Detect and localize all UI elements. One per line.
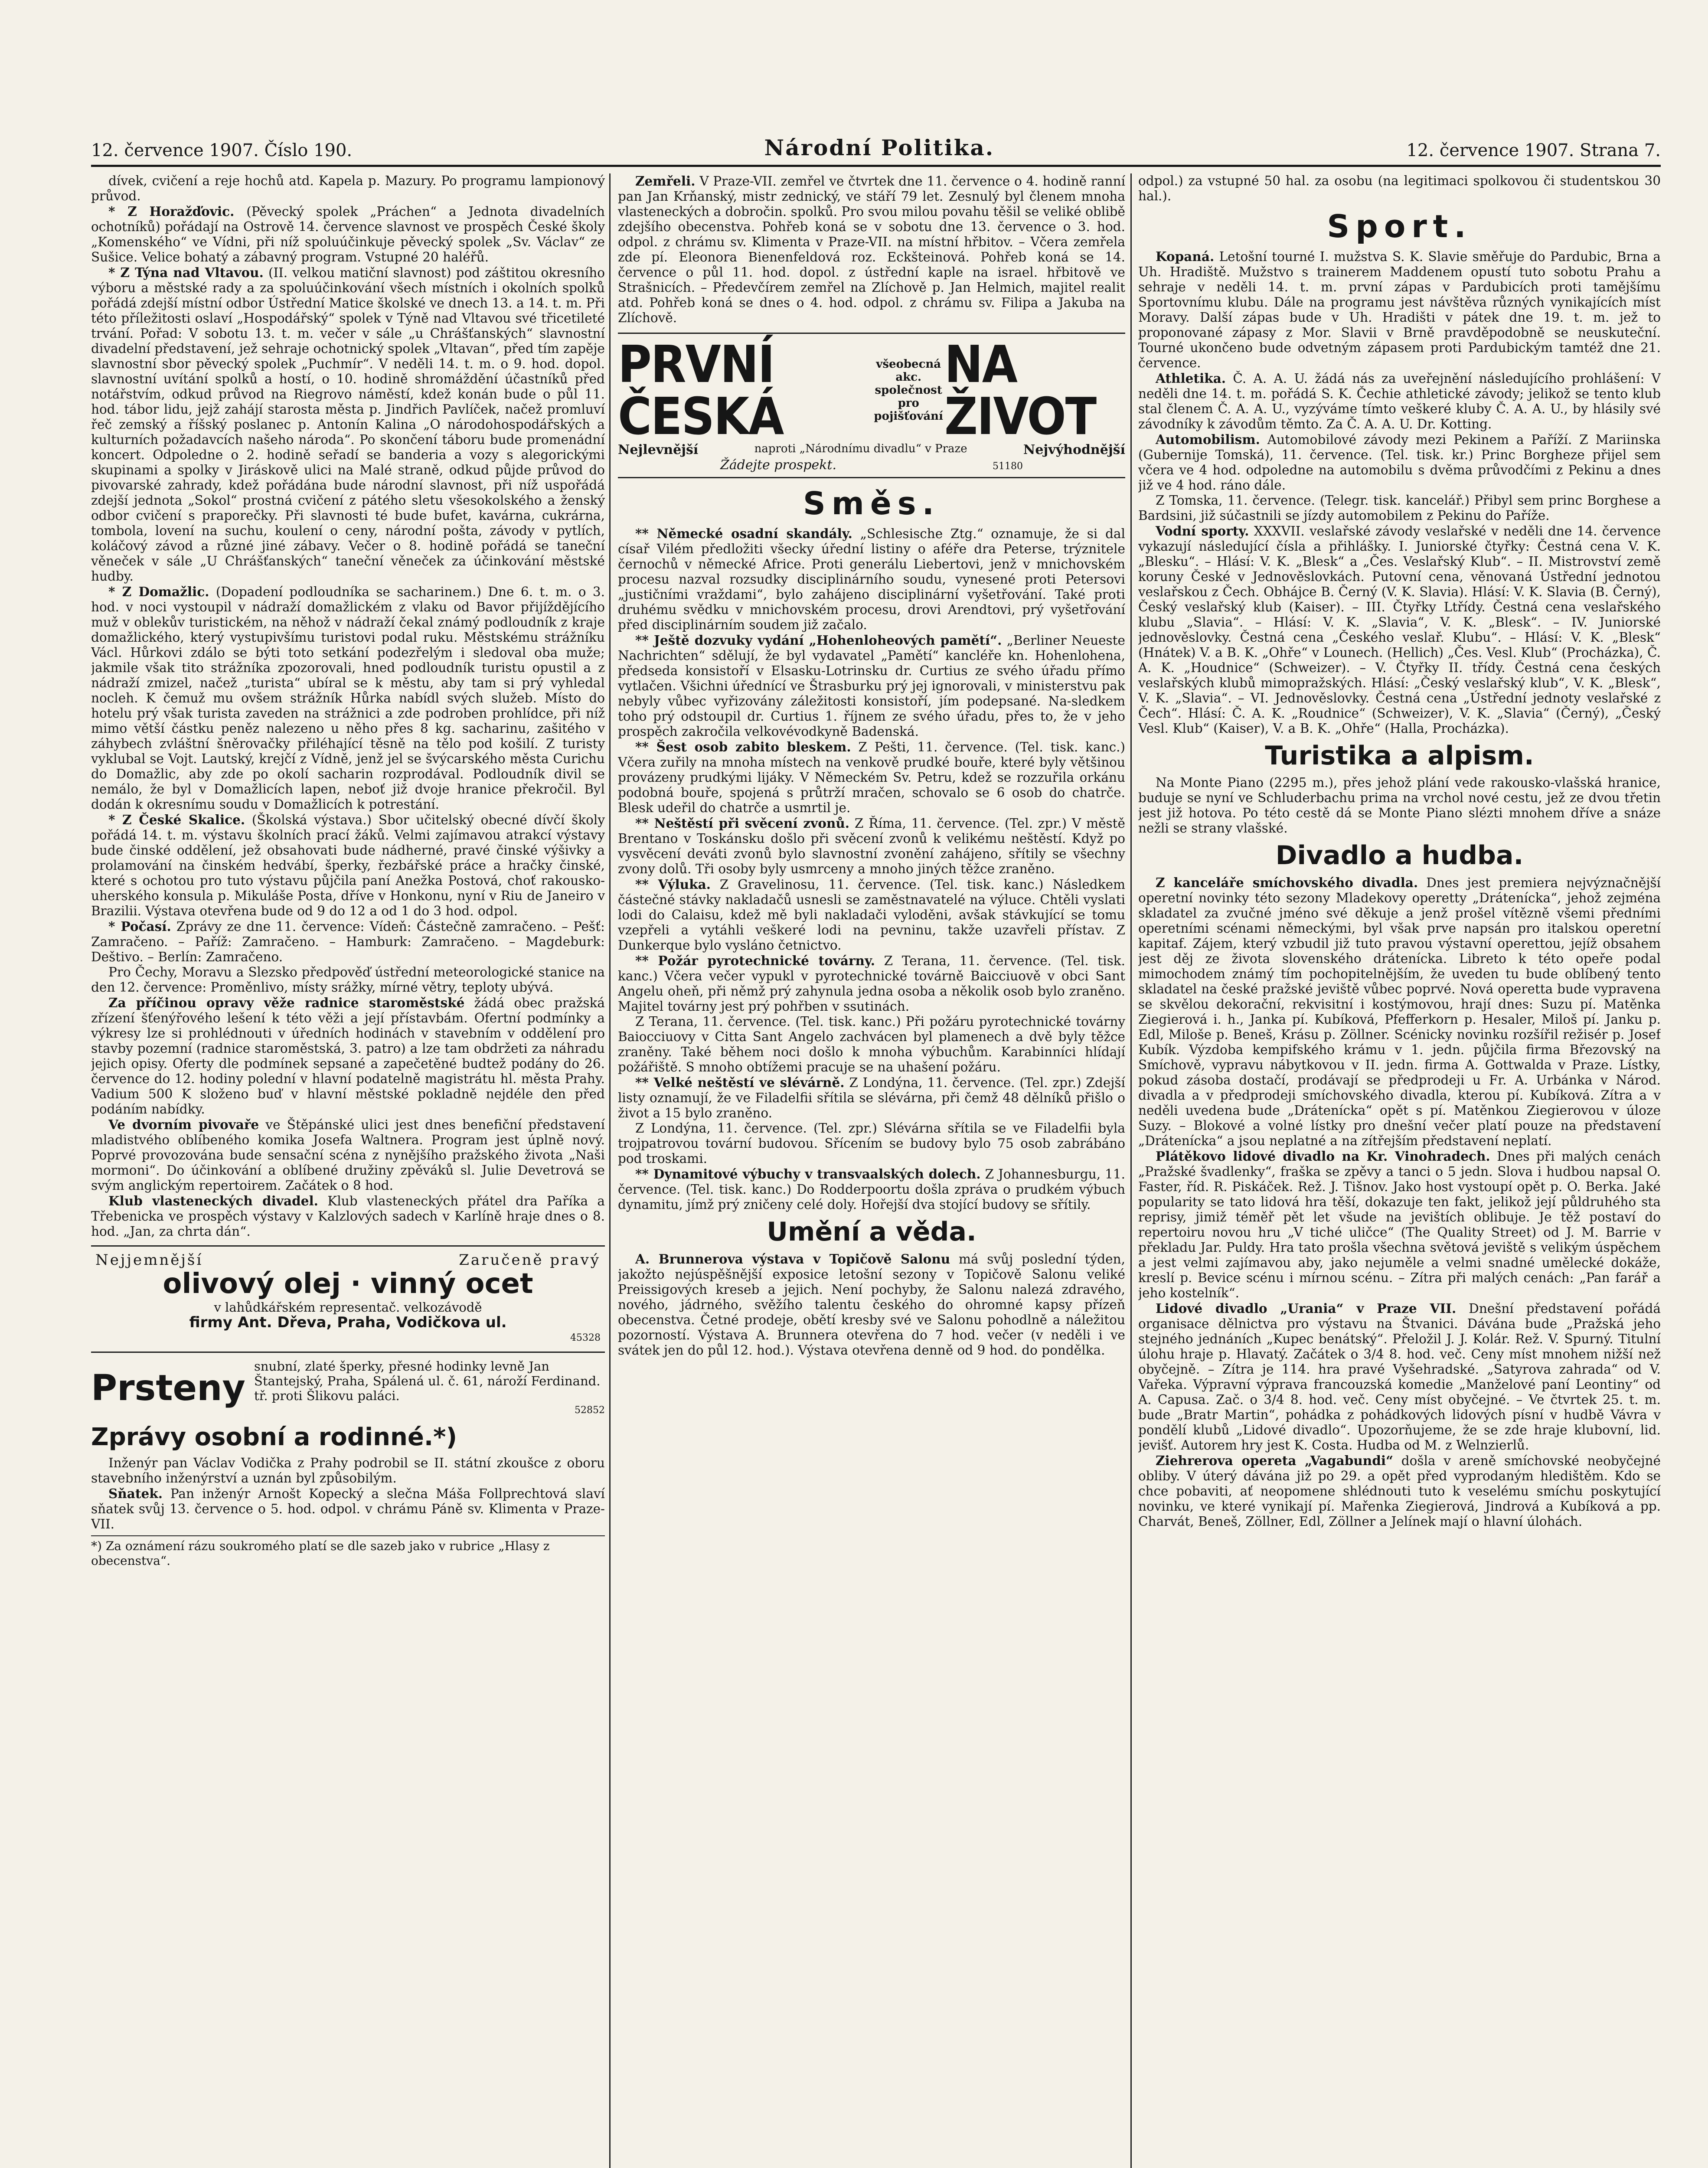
article [91, 173, 605, 204]
masthead-right: 12. července 1907. Strana 7. [1406, 140, 1661, 160]
article-body: (Dopadení podloudníka se sacharinem.) Dne 6. t. m. o 3. hod. v noci vystoupil v nádraží domažlickém z vlaku od Bavor přijíždějícího muž v oblekův turistickém, na něhož v nádraží čekal známý podloudník z kraje domažlického, který vystupivšímu turistovi podal ruku. Městskému strážníku Václ. Hůrkovi zdálo se býti toto setkání podezřelým i sledoval oba muže; jakmile však tito strážníka zpozorovali, hned podloudník turistu opustil a z nádraží zmizel, načež „turista“ ubíral se k městu, aby tam si prý vyhledal nocleh. K čemuž mu ovšem strážník Hůrka nabídl svých služeb. Místo do hotelu prý však turista zaveden na strážnici a zde podroben prohlídce, při níž mimo větší částku peněz nalezeno u něho přes 8 kg. sacharinu, zašitého v záhybech zvláštní šněrovačky přiléhající těsně na tělo pod košilí. Z turisty vyklubal se Vojt. Lautský, krejčí z Vídně, jenž jel se švýcarského města Curichu do Domažlic, aby zde po okolí sacharin rozprodával. Podloudník divil se nemálo, že byl v Domažlicích lapen, neboť již dvoje hranice překročil. Byl dodán k okresnímu soudu v Domažlicích k potrestání. [91, 584, 605, 812]
article-heading: Vodní sporty. [1156, 523, 1249, 539]
smes-items [618, 526, 1125, 1212]
article-body: Dnes jest premiera nejvýznačnější operetní novinky této sezony Mladekovy operetty „Drátenícka“, jehož zejména skladatel za zvučné jméno své děkuje a jenž prošel vítězně všemi předními operetními scénami německými, byl však prve napsán pro italskou operetní kapitaf. Zájem, který vzbudil již tuto pravou výstavní operettou, jejíž obsahem jest děj ze života slovenského drátenícka. Libreto k této opeře podal mimochodem známý tím pochopitelnějším, že uveden tu bude oblíbený tento skladatel na české pražské jeviště vůbec poprvé. Nová operetta bude vypravena se skvělou dekorační, rekvisitní i kostýmovou, hrají dnes: Suzu pí. Matěnka Ziegierová i. h., Janka pí. Kubíková, Pfefferkorn p. Hesaler, Miloš pí. Janku p. Edl, Miloše p. Beneš, Krásu p. Zöllner. Scénicky novinku rozšířil režisér p. Josef Kubík. Výzdoba kempifského krámu v 1. jedn. půjčila firma Březovský na Smíchově, vypravu nábytkovou v II. jedn. firma A. Gottwalda v Praze. Lístky, pokud zásoba dostačí, prodávají se předprodeji u Fr. A. Urbánka v Národ. divadla a v předprodeji smíchovského divadla, kterou pí. Kubíková. Zítra a v neděli uvedena bude „Drátenícka“ opět s pí. Matěnkou Ziegierovou v úloze Suzy. – Blokové a volné lístky pro dnešní večer platí pouze na představení „Drátenícka“ a jsou neplatné a na zítřejším představení neplatí. [1138, 875, 1661, 1148]
ad-oil-top-left: Nejjemnější [95, 1251, 203, 1269]
article-heading: ** Neštěstí při svěcení zvonů. [635, 816, 850, 831]
article-body: Dnes při malých cenách „Pražské švadlenky“, fraška se zpěvy a tanci o 5 jedn. Slova i hudbou napsal O. Faster, říd. R. Piskáček. Rež. J. Tišnov. Jako host vystoupí opět p. O. Berka. Jaké popularity se tato lidová hra těší, dokazuje ten fakt, jelikož její půldruhého sta reprisy, jimiž téměř pět let všude na jevištích oblibuje. Je těž postaví do repertoiru novou hru „V tiché uličce“ (The Quality Street) od J. M. Barrie v překladu Jar. Puldy. Hra tato prošla všechna světová jeviště s velikým úspěchem a jest velmi zajímavou aby, jako nejuměle a velmi snadné umělecké dokáže, kreslí p. Bevice scénu i mírnou scénu. – Zítra při malých cenách: „Pan farář a jeho kostelník“. [1138, 1149, 1661, 1300]
ad-rings [91, 1359, 605, 1418]
article [91, 1486, 605, 1532]
ad-oil-line2: firmy Ant. Dřeva, Praha, Vodičkova ul. [189, 1314, 507, 1331]
section-title-smes: Směs. [803, 485, 940, 522]
article-body: XXXVII. veslařské závody veslařské v neděli dne 14. července vykazují následující čísla a přihlášky. I. Juniorské čtyřky: Čestná cena V. K. „Blesku“. – Hlásí: V. K. „Blesk“ a „Čes. Veslařský Klub“. – II. Mistrovství země koruny České v Jednověslovkách. Putovní cena, věnovaná Ústřední jednotou veslařskou z Čech. Obhájce B. Černý (V. K. Slavia). Hlásí: V. K. Slavia (B. Černý), Český veslařský klub (Kaiser). – III. Čtyřky Ltřídy. Čestná cena veslařského klubu „Slavia“. – Hlásí: V. K. „Slavia“, V. K. „Blesk“. – IV. Juniorské jednověslovky. Čestná cena „Českého veslař. Klubu“. – Hlásí: V. K. „Blesk“ (Hnátek) V. a B. K. „Ohře“ v Lounech. (Hellich) „Čes. Vesl. Klub“ (Procházka), Č. A. K. „Houdnice“ (Schweizer). – V. Čtyřky II. třídy. Čestná cena českých veslařských klubů mimopražských. Hlásí: „Český veslařský klub“, V. K. „Blesk“, V. K. „Slavia“. – VI. Jednověslovky. Čestná cena „Ústřední jednoty veslařské z Čech“. Hlásí: Č. A. K. „Roudnice“ (Schweizer), V. K. „Slavia“ (Černý), „Český Vesl. Klub“ (Kaiser), V. a B. K. „Ohře“ (Halla, Procházka). [1138, 524, 1661, 736]
article-body: dívek, cvičení a reje hochů atd. Kapela p. Mazury. Po programu lampionový průvod. [91, 173, 605, 203]
column-divider [609, 173, 611, 2168]
ad-oil-code: 45328 [570, 1332, 601, 1343]
article-heading: ** Velké neštěstí ve slévárně. [635, 1075, 845, 1090]
sport-items [1138, 249, 1661, 736]
article [618, 633, 1125, 739]
column-1-articles [91, 173, 605, 1239]
column-2-articles [618, 173, 1125, 326]
article-body: Z Říma, 11. července. (Tel. zpr.) V městě Brentano v Toskánsku došlo při svěcení zvonů k velikému neštěstí. Když po vysvěcení deváti zvonů bylo slavnostní zvonění zahájeno, sřítily se všechny zvony dolů. Tři osoby byly usmrceny a mnoho jiných těžce zraněno. [618, 816, 1125, 876]
article-body: ve Štěpánské ulici jest dnes benefiční představení mladistvého oblíbeného komika Josefa Waltnera. Program jest úplně nový. Poprvé provozována bude sensační scéna z nynějšího pražského života „Naši mormoni“. Do účinkování a oblíbené družiny zpěváků sl. Julie Devetrová se svým anglickým repertoirem. Začátek o 8 hod. [91, 1117, 605, 1193]
article-body: má svůj poslední týden, jakožto nejúspěšnější exposice letošní sezony v Topičově Salonu veliké Preissigových kreseb a jejich. Není pochyby, že Salonu nalezá zdravého, nového, jádrného, svěžího talentu českého do ohromné kapsy přízeň obecenstva. Četné prodeje, obětí kresby své ve Salonu pohodlně a náležitou pozorností. Výstava A. Brunnera otevřena do 7 hod. večer (v neděli i ve svátek jen do půl 12. hod.). Výstava otevřena denně od 9 hod. do pondělka. [618, 1252, 1125, 1358]
article [1138, 523, 1661, 736]
article [618, 1075, 1125, 1121]
article-body: Z Pešti, 11. července. (Tel. tisk. kanc.) Včera zuřily na mnoha místech na venkově prudké bouře, které byly většinou provázeny prudkými lijáky. V Německém Sv. Petru, kdež se rozzuřila orkánu podobná bouře, spojená s průtrží mračen, schovalo se 6 osob do chatrče. Blesk udeřil do chatrče a usmrtil je. [618, 740, 1125, 815]
article [91, 995, 605, 1117]
ad-insurance [618, 333, 1125, 478]
article-body: Letošní tourné I. mužstva S. K. Slavie směřuje do Pardubic, Brna a Uh. Hradiště. Mužstvo s trainerem Maddenem opustí tuto sobotu Prahu a sehraje v neděli 14. t. m. první zápas v Pardubicích proti tamějšímu Sportovnímu klubu. Dále na programu jest návštěva různých vynikajících míst Moravy. Další zápas bude v Uh. Hradišti v pátek dne 19. t. m. jež to proponované zápasy z Mor. Slavii v Brně pravděpodobně se neuskuteční. Tourné ukončeno bude odvetným zápasem proti Pardubickým tamtéž dne 21. července. [1138, 249, 1661, 370]
column-2 [618, 173, 1125, 2168]
ad-insurance-sub-left: Nejlevnější [618, 442, 699, 457]
article [1138, 875, 1661, 1149]
article [1138, 249, 1661, 371]
ad-oil-line1: v lahůdkářském representač. velkozávodě [214, 1300, 482, 1315]
article-heading: Lidové divadlo „Urania“ v Praze VII. [1156, 1301, 1457, 1316]
article-body: Č. A. A. U. žádá nás za uveřejnění následujícího prohlášení: V neděli dne 14. t. m. pořádá S. K. Čechie athletické závody; jelikož se tento klub stal členem Č. A. A. U., vyzýváme tímto veškeré kluby Č. A. A. U., by hlásily své závodníky k závodům těmto. Za Č. A. A. U. Dr. Kotting. [1138, 371, 1661, 431]
article-heading: Athletika. [1156, 371, 1226, 386]
ad-insurance-tagline: Žádejte prospekt. [720, 457, 837, 473]
article [1138, 775, 1661, 836]
article-body: Z Johannesburgu, 11. července. (Tel. tisk. kanc.) Do Rodderpoortu došla zpráva o prudkém výbuch dynamitu, jímž prý zničeny celé doly. Hořejší dva stojící budovy se sřítily. [618, 1167, 1125, 1212]
article-heading: Sňatek. [108, 1486, 163, 1501]
article [91, 965, 605, 995]
ad-rings-text: snubní, zlaté šperky, přesné hodinky levně Jan Štantejský, Praha, Spálená ul. č. 61, nároží Ferdinand. tř. proti Šlikovu paláci. [254, 1359, 601, 1403]
masthead-rule [91, 165, 1661, 167]
article-body: Z Terana, 11. července. (Tel. tisk. kanc.) Při požáru pyrotechnické továrny Baiocciuovy v Citta Sant Angelo zachvácen byl plamenech a dvě byly těžce zraněny. Také během noci došlo k mnoha výbuchům. Karabinníci hlídají požářiště. S mnoho obtížemi pracuje se na uhašení požáru. [618, 1014, 1125, 1074]
article-body: žádá obec pražská zřízení šťenýřového lešení k této věži a její přístavbám. Ofertní podmínky a výkresy lze si prohlédnouti v úředních hodinách v stavebním v oddělení pro stavby pozemní (radnice staroměstská, 3. patro) a lze tam obdržeti za náhradu jejich opisy. Oferty dle podmínek sepsané a zapečetěné budtež podány do 26. července do 12. hodiny polední v hlavní podatelně magistrátu hl. města Prahy. Vadium 500 K složeno buď v hlavní městské pokladně nejdéle den před podáním nabídky. [91, 996, 605, 1117]
article [618, 1166, 1125, 1212]
article-heading: Ziehrerova opereta „Vagabundi“ [1156, 1453, 1394, 1468]
section-title-umeni: Umění a věda. [767, 1217, 976, 1247]
article-heading: ** Dynamitové výbuchy v transvaalských dolech. [635, 1166, 981, 1182]
article-heading: ** Šest osob zabito bleskem. [635, 739, 851, 754]
article-body: Z Londýna, 11. července. (Tel. zpr.) Zdejší listy oznamují, že ve Filadelfii sřítila se slévárna, při čemž 48 dělníků přišlo o život a 15 bylo zraněno. [618, 1075, 1125, 1120]
article [91, 812, 605, 919]
article-heading: Plátěkovo lidové divadlo na Kr. Vinohradech. [1156, 1149, 1490, 1164]
article [91, 584, 605, 812]
article-body: „Schlesische Ztg.“ oznamuje, že si dal císař Vilém předložiti všecky úřední listiny o aféře dra Peterse, trýznitele černochů v německé Africe. Proti generálu Liebertovi, jenž v mnichovském procesu nazval rozsudky disciplinárního soudu, vynesené proti Petersovi „justičními vraždami“, bylo zahájeno disciplinární vyšetřování. Také proti druhému svědku v mnichovském procesu, drovi Arendtovi, prý vyšetřování před disciplinárním soudem již začalo. [618, 526, 1125, 632]
article-body: Z Terana, 11. července. (Tel. tisk. kanc.) Včera večer vypukl v pyrotechnické továrně Baicciuově v obci Sant Angelu oheň, při němž prý zahynula jedna osoba a několik osob bylo zraněno. Majitel továrny jest prý pohřben v ssutinách. [618, 953, 1125, 1014]
article [1138, 1453, 1661, 1529]
section-title-sport: Sport. [1327, 208, 1472, 245]
article [618, 1251, 1125, 1358]
article [1138, 371, 1661, 432]
umeni-items [618, 1251, 1125, 1358]
masthead-left: 12. července 1907. Číslo 190. [91, 140, 353, 160]
article-body: Na Monte Piano (2295 m.), přes jehož plání vede rakousko-vlašská hranice, buduje se nyní ve Schluderbachu prima na vrchol nové cestu, jež ze dvou třetin jest již hotova. Po této cestě dá se Monte Piano slézti mnohem dříve a snáze nežli se strany vlašské. [1138, 775, 1661, 836]
article-heading: * Z České Skalice. [108, 812, 245, 827]
article-body: „Berliner Neueste Nachrichten“ sdělují, že byl vydavatel „Pamětí“ kancléře kn. Hohenlohena, předseda konsistoří v Elsasku-Lotrinsku dr. Curtius ze svého úřadu přímo vytlačen. Všichni úřednící ve Štrasburku prý jej ignorovali, v ministerstvu pak nebyly vůbec vyřizovány záležitosti konsistoří, jím podepsané. Na-sledkem toho prý odstoupil dr. Curtius 1. říjnem ze svého úřadu, přes to, že v jeho prospěch zakročila velkovévodkyně Badenská. [618, 633, 1125, 739]
article-body: Inženýr pan Václav Vodička z Prahy podrobil se II. státní zkoušce z oboru stavebního inženýrství a uznán byl způsobilým. [91, 1456, 605, 1486]
article [91, 204, 605, 265]
article-body: Pro Čechy, Moravu a Slezsko předpověď ústřední meteorologické stanice na den 12. července: Proměnlivo, místy srážky, mírné větry, teploty ubývá. [91, 965, 605, 995]
article [618, 739, 1125, 816]
article [91, 1456, 605, 1486]
article [618, 877, 1125, 953]
ad-insurance-sub-center: naproti „Národnímu divadlu“ v Praze [754, 442, 967, 455]
article-body: (Pěvecký spolek „Práchen“ a Jednota divadelních ochotníků) pořádají na Ostrově 14. července slavnost ve prospěch České školy „Komenského“ ve Vídni, při níž spoluúčinkuje pěvecký spolek „Sv. Václav“ ze Sušice. Velice bohatý a zábavný program. Vstupné 20 haléřů. [91, 204, 605, 264]
column-3 [1138, 173, 1661, 2168]
article [1138, 432, 1661, 493]
masthead-title: Národní Politika. [764, 135, 995, 160]
article-heading: Klub vlasteneckých divadel. [108, 1193, 318, 1208]
article [91, 265, 605, 584]
article [1138, 493, 1661, 523]
ad-insurance-left: PRVNÍ ČESKÁ [618, 334, 784, 446]
article-body: Z Gravelinosu, 11. července. (Tel. tisk. kanc.) Následkem částečné stávky nakladačů usnesli se zaměstnavatelé na výluce. Chtěli vyslati lodi do Calaisu, kdež mě byli nakladači vyloděni, avšak stávkující se tomu vzepřeli a vytáhli veškeré lodi na pevninu, takže uzavřeli přístav. Z Dunkerque bylo vysláno četnictvo. [618, 877, 1125, 953]
article-heading: ** Ještě dozvuky vydání „Hohenloheových pamětí“. [635, 633, 1002, 648]
section-title-turistika: Turistika a alpism. [1265, 741, 1534, 771]
article-body: Klub vlasteneckých přátel dra Paříka a Třebenicka ve prospěch výstavy v Kalzlových sadech v Karlíně hraje dnes o 8. hod. „Jan, za chrta dán“. [91, 1194, 605, 1239]
article-heading: Za příčinou opravy věže radnice staroměstské [108, 995, 465, 1010]
ad-insurance-right: NA ŽIVOT [944, 334, 1096, 446]
article [91, 1117, 605, 1193]
article [618, 816, 1125, 877]
article-heading: Zemřeli. [635, 173, 696, 189]
personal-items [91, 1456, 605, 1532]
article-heading: Ve dvorním pivovaře [108, 1117, 259, 1132]
article-body: Pan inženýr Arnošt Kopecký a slečna Máša Follprechtová slaví sňatek svůj 13. července o 5. hod. odpol. v chrámu Páně sv. Klimenta v Praze-VII. [91, 1486, 605, 1531]
article-body: Z Londýna, 11. července. (Tel. zpr.) Slévárna sřítila se ve Filadelfii byla trojpatrovou tovární budovou. Sřícením se budovy bylo 75 osob zabrábáno pod troskami. [618, 1121, 1125, 1166]
article [1138, 1149, 1661, 1301]
article-heading: * Z Horažďovic. [108, 204, 235, 219]
turistika-items [1138, 775, 1661, 836]
ad-insurance-code: 51180 [993, 461, 1023, 472]
article [1138, 1301, 1661, 1453]
article-heading: A. Brunnerova výstava v Topičově Salonu [635, 1251, 950, 1267]
ad-insurance-mid1: všeobecná akc. [876, 358, 941, 384]
divadlo-items [1138, 875, 1661, 1529]
article-body: V Praze-VII. zemřel ve čtvrtek dne 11. července o 4. hodině ranní pan Jan Krňanský, mistr zednický, ve stáří 79 let. Zesnulý byl členem mnoha vlasteneckých a dobročin. spolků. Pro svou milou povahu těšil se veliké oblibě zdejšího obecenstva. Pohřeb koná se v sobotu dne 13. července o 3. hod. odpol. z chrámu sv. Klimenta v Praze-VII. na místní hřbitov. – Včera zemřela zde pí. Eleonora Bienenfeldová roz. Eckšteinová. Pohřeb koná se 14. července o půl 11. hod. dopol. z ústřední kaple na israel. hřbitově ve Strašnicích. – Předevčírem zemřel na Zlíchově p. Jan Helmich, majitel realit atd. Pohřeb koná se dnes o 4. hod. odpol. z chrámu sv. Filipa a Jakuba na Zlíchově. [618, 174, 1125, 325]
masthead [91, 130, 1661, 160]
section-title-personal: Zprávy osobní a rodinné.*) [91, 1423, 457, 1451]
article-heading: Z kanceláře smíchovského divadla. [1156, 875, 1418, 890]
article [618, 173, 1125, 326]
article-heading: ** Výluka. [635, 877, 711, 892]
article [618, 1014, 1125, 1075]
ad-insurance-mid2: společnost pro [875, 384, 942, 410]
article [618, 1121, 1125, 1166]
article-heading: * Počasí. [108, 919, 171, 934]
ad-oil-top-right: Zaručeně pravý [459, 1251, 601, 1269]
article [618, 953, 1125, 1014]
article-heading: Automobilism. [1156, 432, 1260, 447]
col3-top-text: odpol.) za vstupné 50 hal. za osobu (na legitimaci spolkovou či studentskou 30 hal.). [1138, 173, 1661, 203]
article [618, 526, 1125, 633]
article-body: Automobilové závody mezi Pekinem a Paříží. Z Mariinska (Gubernije Tomská), 11. července. (Tel. tisk. kr.) Princ Borgheze přijel sem včera ve 4 hod. odpoledne na automobilu s dvěma průvodčími z Pekinu a dnes již ve 4 hod. ráno dále. [1138, 432, 1661, 493]
article-heading: Kopaná. [1156, 249, 1215, 264]
article-body: došla v areně smíchovské neobyčejné obliby. V úterý dávána již po 29. a opět před vyprodaným hledištěm. Kdo se chce pobaviti, ať neopomene shlédnouti tuto k veselému smíchu poskytující novinku, ve které vynikají pí. Mařenka Ziegierová, Jindrová a Kubíková a pp. Charvát, Beneš, Zöllner, Edl, Zöllner a Jelínek mají o hlavní úlohách. [1138, 1453, 1661, 1529]
article-body: Zprávy ze dne 11. července: Vídeň: Částečně zamračeno. – Pešť: Zamračeno. – Paříž: Zamračeno. – Hamburk: Zamračeno. – Magdeburk: Deštivo. – Berlín: Zamračeno. [91, 919, 605, 964]
column-divider [1130, 173, 1132, 2168]
column-1 [91, 173, 605, 2168]
ad-insurance-mid3: pojišťování [874, 410, 943, 423]
article-heading: ** Požár pyrotechnické továrny. [635, 953, 875, 968]
article-body: (Školská výstava.) Sbor učitelský obecné dívčí školy pořádá 14. t. m. výstavu školních prací žáků. Velmi zajímavou atrakcí výstavy bude činské oddělení, jež obsahovati bude nádherné, pravé činské výšivky a prolamování na činském hedvábí, šperky, řezbářské práce a hračky činské, které s ochotou pro tuto výstavu půjčila paní Anežka Postová, choť rakousko-uherského konsula p. Mikuláše Posta, dříve v Honkonu, nyní v Riu de Janeiro v Brazilii. Výstava otevřena bude od 9 do 12 a od 1 do 3 hod. odpol. [91, 813, 605, 918]
ad-olive-oil [91, 1245, 605, 1353]
ad-insurance-sub-right: Nejvýhodnější [1023, 442, 1125, 457]
article [91, 1193, 605, 1239]
article-heading: * Z Domažlic. [108, 584, 209, 599]
ad-rings-logo: Prsteny [91, 1368, 245, 1409]
ad-rings-code: 52852 [575, 1405, 605, 1416]
article-heading: ** Německé osadní skandály. [635, 526, 852, 541]
article-body: Dnešní představení pořádá organisace dělnictva pro výstavu na Štvanici. Dávána bude „Pražská jeho stejného jednáních „Kupec benátský“. Přeložil J. J. Kolár. Rež. V. Spurný. Titulní úlohu hraje p. Hlavatý. Začátek o 3/4 8. hod. več. Ceny míst mnohem nižší než obyčejně. – Zítra je 114. hra pravé Vyšehradské. „Satyrova zahrada“ od V. Vařeka. Výpravní výprava francouzská komedie „Manželové paní Leontiny“ od A. Capusa. Zač. o 3/4 8. hod. več. Ceny míst obyčejné. – Ve čtvrtek 25. t. m. bude „Bratr Martin“, pohádka z pohádkových lidových písní v hudbě Vávra v pondělí klubů „Lidové divadlo“. Upozorňujeme, že se zde hraje klubovní, lid. jevišť. Autorem hry jest K. Costa. Hudba od M. z Welnzierlů. [1138, 1301, 1661, 1453]
article-body: (II. velkou matiční slavnost) pod záštitou okresního výboru a městské rady a za spoluúčinkování všech místních i okolních spolků pořádá zdejší místní odbor Ústřední Matice školské ve dnech 13. a 14. t. m. Při této příležitosti oslaví „Hospodářský“ spolek v Týně nad Vltavou své třicetileté trvání. Pořad: V sobotu 13. t. m. večer v sále „u Chrášťanských“ slavnostní divadelní představení, jež sehraje ochotnický spolek „Vltavan“, před tím zapěje slavnostní sbor pěvecký spolek „Puchmír“. V neděli 14. t. m. o 9. hod. dopol. slavnostní uvítání spolků a hostí, o 10. hodině shromáždění účastníků před notářstvím, odkud průvod na Riegrovo náměstí, kdež konán bude o půl 11. hod. tábor lidu, jejž zahájí starosta města p. Jindřich Pavlíček, načež promluví řeč zemský a říšský poslanec p. Antonín Kalina „O národohospodářských a kulturních požadavcích našeho národa“. Po skončení táboru bude promenádní koncert. Odpoledne o 2. hodině seřadí se banderia a vozy s alegorickými skupinami a spolky v Jiráskově ulici na Malé straně, odkud půjde průvod do pivovarské zahrady, kdež pořádána bude národní slavnost, při níž uspořádá zdejší jednota „Sokol“ prostná cvičení z pátého sletu všesokolského a ženský odbor cvičení s praporečky. Při slavnosti té bude bufet, kavárna, cukrárna, tombola, lovení na suchu, koulení o ceny, národní pošta, závody v pytlích, koláčový závod a různé jiné zábavy. Večer o 8. hodině pořádá se taneční věneček v sále „U Chrášťanských“ taneční věneček za účinkování městské hudby. [91, 265, 605, 584]
section-title-divadlo: Divadlo a hudba. [1275, 840, 1524, 871]
personal-footnote: *) Za oznámení rázu soukromého platí se dle sazeb jako v rubrice „Hlasy z obecenstva“. [91, 1535, 605, 1568]
article [91, 919, 605, 965]
ad-oil-headline: olivový olej · vinný ocet [163, 1268, 533, 1300]
article-body: Z Tomska, 11. července. (Telegr. tisk. kancelář.) Přibyl sem princ Borghese a Bardsini, již súčastnili se jízdy automobilem z Pekinu do Paříže. [1138, 493, 1661, 523]
article-heading: * Z Týna nad Vltavou. [108, 265, 264, 280]
